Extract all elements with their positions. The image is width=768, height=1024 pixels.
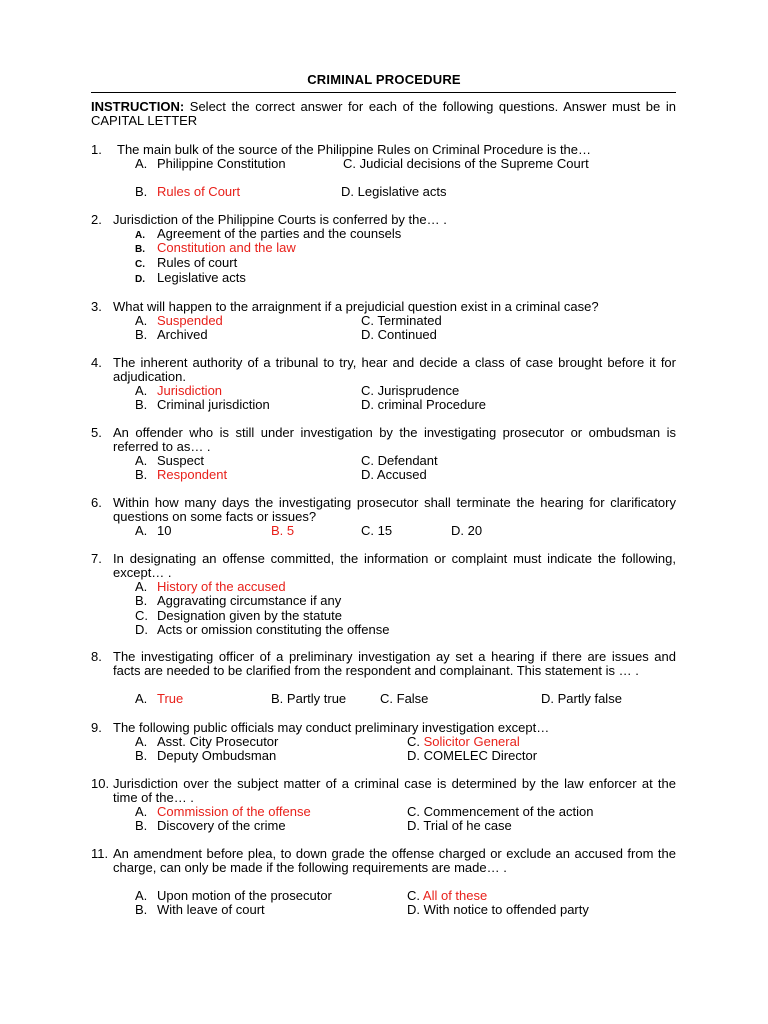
question-stem: The following public officials may conduct preliminary investigation except… bbox=[113, 720, 550, 735]
question-stem: An amendment before plea, to down grade the offense charged or exclude an accused from the charge, can only be made if the following requirements are made… . bbox=[113, 846, 676, 875]
instruction-label: INSTRUCTION: bbox=[91, 99, 185, 114]
question-stem: Jurisdiction over the subject matter of a criminal case is determined by the law enforcer at the time of the… . bbox=[113, 776, 676, 805]
option-b: B. Archived bbox=[135, 327, 208, 342]
question-number: 5. bbox=[91, 425, 102, 440]
option-d: D. criminal Procedure bbox=[361, 397, 486, 412]
option-a: A. Commission of the offense bbox=[135, 804, 311, 819]
question-stem: The main bulk of the source of the Philippine Rules on Criminal Procedure is the… bbox=[117, 142, 592, 157]
option-b: B. Partly true bbox=[271, 691, 347, 706]
question-number: 3. bbox=[91, 299, 102, 314]
option-c: C. All of these bbox=[407, 888, 488, 903]
option-b: B. Discovery of the crime bbox=[135, 818, 286, 833]
option-a: A. History of the accused bbox=[135, 579, 286, 594]
option-d: D. Legislative acts bbox=[341, 184, 447, 199]
option-d: D. Continued bbox=[361, 327, 437, 342]
option-d: D. 20 bbox=[451, 523, 483, 538]
option-c: C. Judicial decisions of the Supreme Court bbox=[343, 156, 589, 171]
question-number: 11. bbox=[91, 846, 109, 861]
question-number: 1. bbox=[91, 142, 102, 157]
option-b: B. Criminal jurisdiction bbox=[135, 397, 270, 412]
option-d: D. COMELEC Director bbox=[407, 748, 538, 763]
question-stem: In designating an offense committed, the information or complaint must indicate the following, except… . bbox=[113, 551, 676, 580]
option-a: A. Philippine Constitution bbox=[135, 156, 286, 171]
option-c: C. Terminated bbox=[361, 313, 442, 328]
question-number: 8. bbox=[91, 649, 102, 664]
option-d: D. Accused bbox=[361, 467, 427, 482]
option-c: C. 15 bbox=[361, 523, 393, 538]
option-d: D. Trial of he case bbox=[407, 818, 512, 833]
question-stem: Within how many days the investigating prosecutor shall terminate the hearing for clarificatory questions on some facts or issues? bbox=[113, 495, 676, 524]
question-stem: The investigating officer of a preliminary investigation ay set a hearing if there are issues and facts are needed to be clarified from the respondent and complainant. This statement is … . bbox=[113, 649, 676, 678]
option-c: C. Designation given by the statute bbox=[135, 608, 343, 623]
option-a: A. Upon motion of the prosecutor bbox=[135, 888, 332, 903]
option-c: C. False bbox=[380, 691, 429, 706]
option-d: D. Acts or omission constituting the offense bbox=[135, 622, 390, 637]
question-number: 7. bbox=[91, 551, 102, 566]
option-b: B. Rules of Court bbox=[135, 184, 241, 199]
question-number: 9. bbox=[91, 720, 102, 735]
option-c: C. Commencement of the action bbox=[407, 804, 594, 819]
option-a: A. True bbox=[135, 691, 184, 706]
option-b: B. Constitution and the law bbox=[135, 240, 296, 255]
option-a: A. 10 bbox=[135, 523, 172, 538]
option-b: B. 5 bbox=[271, 523, 295, 538]
page-title: CRIMINAL PROCEDURE bbox=[307, 72, 461, 87]
question-stem: What will happen to the arraignment if a prejudicial question exist in a criminal case? bbox=[113, 299, 599, 314]
option-b: B. With leave of court bbox=[135, 902, 265, 917]
option-d: D. Partly false bbox=[541, 691, 622, 706]
option-a: A. Suspended bbox=[135, 313, 223, 328]
option-b: B. Deputy Ombudsman bbox=[135, 748, 277, 763]
option-a: A. Agreement of the parties and the counsels bbox=[135, 226, 402, 241]
option-c: C. Defendant bbox=[361, 453, 438, 468]
title-underline bbox=[91, 92, 676, 93]
option-a: A. Asst. City Prosecutor bbox=[135, 734, 279, 749]
question-stem: The inherent authority of a tribunal to try, hear and decide a class of case brought before it for adjudication. bbox=[113, 355, 676, 384]
option-d: D. With notice to offended party bbox=[407, 902, 589, 917]
option-b: B. Respondent bbox=[135, 467, 228, 482]
option-a: A. Jurisdiction bbox=[135, 383, 223, 398]
question-stem: Jurisdiction of the Philippine Courts is conferred by the… . bbox=[113, 212, 447, 227]
question-number: 6. bbox=[91, 495, 102, 510]
question-stem: An offender who is still under investigation by the investigating prosecutor or ombudsman is referred to as… . bbox=[113, 425, 676, 454]
option-a: A. Suspect bbox=[135, 453, 204, 468]
instruction bbox=[91, 100, 676, 128]
option-c: C. Rules of court bbox=[135, 255, 238, 270]
option-d: D. Legislative acts bbox=[135, 270, 246, 285]
option-c: C. Jurisprudence bbox=[361, 383, 460, 398]
question-number: 4. bbox=[91, 355, 102, 370]
option-b: B. Aggravating circumstance if any bbox=[135, 593, 342, 608]
instruction-text: Select the correct answer for each of the following questions. Answer must be in CAPITAL LETTER bbox=[91, 99, 676, 128]
question-number: 2. bbox=[91, 212, 102, 227]
option-c: C. Solicitor General bbox=[407, 734, 520, 749]
question-number: 10. bbox=[91, 776, 110, 791]
